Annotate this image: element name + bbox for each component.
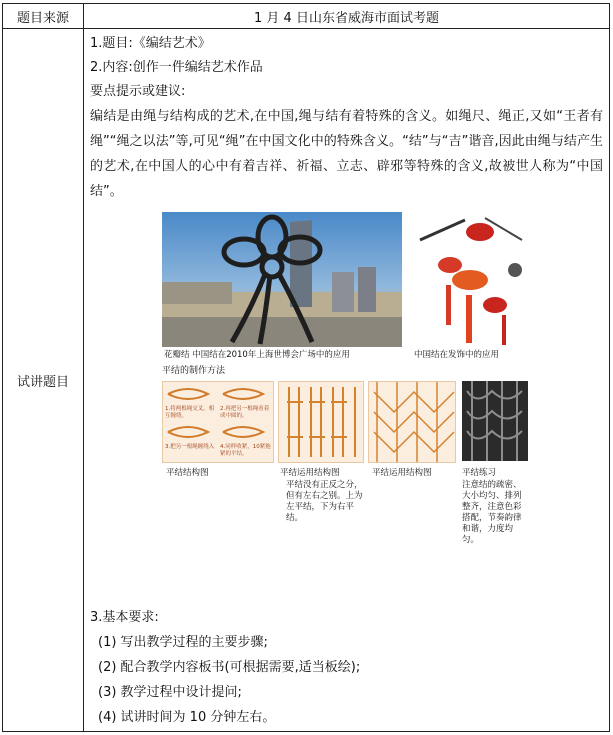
use2-caption: 平结运用结构图 [372, 468, 432, 478]
step-3: 3.把另一根绳缠绕入 [165, 444, 215, 450]
practice-photo [462, 381, 528, 461]
method-title: 平结的制作方法 [162, 366, 226, 376]
expo-photo-caption: 花瓣结 中国结在2010年上海世博会广场中的应用 [164, 350, 350, 360]
use1-note: 平结没有正反之分，但有左右之别。上为左平结，下为右平结。 [286, 480, 363, 523]
header-row [3, 4, 610, 29]
hint-title: 要点提示或建议: [90, 84, 186, 99]
hair-knot-photo [410, 210, 528, 350]
structure-panel-1 [278, 381, 364, 463]
hair-photo-caption: 中国结在发饰中的应用 [414, 350, 500, 360]
expo-knot-photo [162, 212, 402, 347]
requirement-item-2: (2) 配合教学内容板书(可根据需要,适当板绘); [98, 660, 361, 675]
structure-caption: 平结结构图 [166, 468, 209, 478]
practice-caption: 平结练习 [462, 468, 497, 478]
figure-area [90, 206, 603, 611]
hair-knot-illustration [410, 210, 528, 350]
expo-knot-illustration [162, 212, 402, 347]
requirement-item-1: (1) 写出教学过程的主要步骤; [98, 635, 268, 650]
step-4: 4.同样收紧，10紧拖紧的平结。 [220, 444, 271, 457]
method-steps-panel [162, 381, 274, 463]
use1-caption: 平结运用结构图 [280, 468, 340, 478]
structure-panel-2 [368, 381, 456, 463]
practice-note: 注意结的疏密、大小均匀、排列整齐，注意色彩搭配，节奏韵律和谐，力度均匀。 [462, 480, 522, 545]
requirements-title: 3.基本要求: [90, 610, 159, 625]
structure-diagram-1 [279, 382, 363, 462]
structure-diagram-2 [369, 382, 455, 462]
practice-knot-illustration [462, 381, 528, 461]
topic-content-line: 2.内容:创作一件编结艺术作品 [90, 60, 263, 75]
hint-paragraph: 编结是由绳与结构成的艺术,在中国,绳与结有着特殊的含义。如绳尺、绳正,又如“王者有绳”“绳之以法”等,可见“绳”在中国文化中的特殊含义。“结”与“吉”谐音,因此由绳与结产生的艺术,在中国人的心中有着吉祥、祈福、立志、辟邪等特殊的含义,故被世人称为“中国结”。 [90, 109, 603, 199]
topic-content [84, 29, 610, 732]
body-row [3, 29, 610, 732]
requirement-item-4: (4) 试讲时间为 10 分钟左右。 [98, 710, 276, 725]
exam-table [2, 3, 610, 732]
source-label: 题目来源 [3, 4, 84, 29]
requirement-item-3: (3) 教学过程中设计提问; [98, 685, 242, 700]
step-1: 1.将两根绳交叉，相互缠绕。 [165, 406, 215, 419]
step-2: 2.再把另一根绳看着成中圆的。 [220, 406, 270, 419]
source-value: 1 月 4 日山东省威海市面试考题 [84, 4, 610, 29]
topic-label: 试讲题目 [3, 29, 84, 732]
topic-title: 1.题目:《编结艺术》 [90, 36, 211, 51]
